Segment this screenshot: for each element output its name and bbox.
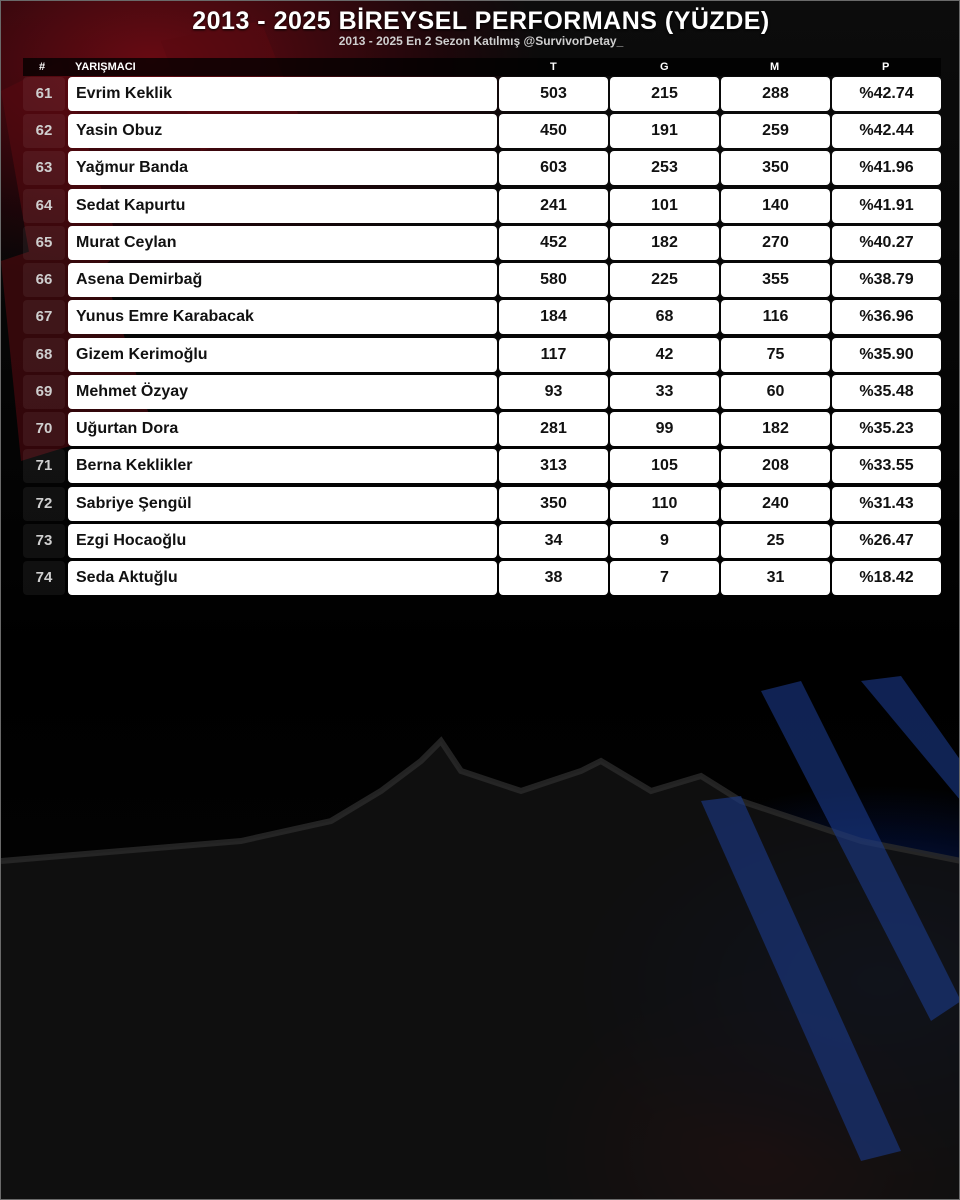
t-cell: 281	[499, 412, 608, 446]
name-cell: Evrim Keklik	[68, 77, 497, 111]
m-cell: 355	[721, 263, 830, 297]
name-cell: Gizem Kerimoğlu	[68, 338, 497, 372]
name-cell: Sedat Kapurtu	[68, 189, 497, 223]
name-cell: Seda Aktuğlu	[68, 561, 497, 595]
p-cell: %36.96	[832, 300, 941, 334]
m-cell: 60	[721, 375, 830, 409]
name-cell: Murat Ceylan	[68, 226, 497, 260]
t-cell: 241	[499, 189, 608, 223]
t-cell: 34	[499, 524, 608, 558]
rank-cell: 65	[23, 226, 65, 260]
g-cell: 225	[610, 263, 719, 297]
rank-cell: 74	[23, 561, 65, 595]
name-cell: Ezgi Hocaoğlu	[68, 524, 497, 558]
g-cell: 191	[610, 114, 719, 148]
table-row	[23, 263, 941, 297]
m-cell: 182	[721, 412, 830, 446]
p-cell: %33.55	[832, 449, 941, 483]
rank-cell: 69	[23, 375, 65, 409]
p-cell: %40.27	[832, 226, 941, 260]
name-cell: Yağmur Banda	[68, 151, 497, 185]
g-cell: 105	[610, 449, 719, 483]
m-cell: 25	[721, 524, 830, 558]
table-row	[23, 114, 941, 148]
rank-cell: 72	[23, 487, 65, 521]
g-cell: 253	[610, 151, 719, 185]
page-subtitle: 2013 - 2025 En 2 Sezon Katılmış @SurvivorDetay_	[338, 34, 624, 48]
header-m: M	[770, 61, 780, 73]
g-cell: 33	[610, 375, 719, 409]
m-cell: 270	[721, 226, 830, 260]
table-row	[23, 151, 941, 185]
name-cell: Mehmet Özyay	[68, 375, 497, 409]
p-cell: %42.74	[832, 77, 941, 111]
table-row	[23, 487, 941, 521]
t-cell: 503	[499, 77, 608, 111]
rank-cell: 67	[23, 300, 65, 334]
header-g: G	[660, 61, 669, 73]
table-row	[23, 226, 941, 260]
t-cell: 350	[499, 487, 608, 521]
t-cell: 603	[499, 151, 608, 185]
p-cell: %41.96	[832, 151, 941, 185]
t-cell: 184	[499, 300, 608, 334]
g-cell: 99	[610, 412, 719, 446]
t-cell: 117	[499, 338, 608, 372]
p-cell: %35.23	[832, 412, 941, 446]
g-cell: 7	[610, 561, 719, 595]
p-cell: %26.47	[832, 524, 941, 558]
table-row	[23, 524, 941, 558]
rank-cell: 73	[23, 524, 65, 558]
t-cell: 313	[499, 449, 608, 483]
g-cell: 110	[610, 487, 719, 521]
m-cell: 116	[721, 300, 830, 334]
name-cell: Uğurtan Dora	[68, 412, 497, 446]
rank-cell: 62	[23, 114, 65, 148]
m-cell: 31	[721, 561, 830, 595]
header-p: P	[882, 61, 890, 73]
rank-cell: 61	[23, 77, 65, 111]
p-cell: %18.42	[832, 561, 941, 595]
rank-cell: 64	[23, 189, 65, 223]
p-cell: %42.44	[832, 114, 941, 148]
table-row	[23, 375, 941, 409]
g-cell: 101	[610, 189, 719, 223]
header-t: T	[550, 61, 557, 73]
t-cell: 580	[499, 263, 608, 297]
g-cell: 182	[610, 226, 719, 260]
rank-cell: 68	[23, 338, 65, 372]
m-cell: 208	[721, 449, 830, 483]
name-cell: Yunus Emre Karabacak	[68, 300, 497, 334]
table-row	[23, 561, 941, 595]
m-cell: 288	[721, 77, 830, 111]
name-cell: Sabriye Şengül	[68, 487, 497, 521]
g-cell: 68	[610, 300, 719, 334]
table-row	[23, 300, 941, 334]
table-row	[23, 449, 941, 483]
name-cell: Yasin Obuz	[68, 114, 497, 148]
table-row	[23, 412, 941, 446]
m-cell: 140	[721, 189, 830, 223]
name-cell: Asena Demirbağ	[68, 263, 497, 297]
t-cell: 38	[499, 561, 608, 595]
p-cell: %31.43	[832, 487, 941, 521]
p-cell: %35.90	[832, 338, 941, 372]
rank-cell: 71	[23, 449, 65, 483]
p-cell: %38.79	[832, 263, 941, 297]
g-cell: 9	[610, 524, 719, 558]
t-cell: 450	[499, 114, 608, 148]
rank-cell: 66	[23, 263, 65, 297]
name-cell: Berna Keklikler	[68, 449, 497, 483]
m-cell: 350	[721, 151, 830, 185]
g-cell: 215	[610, 77, 719, 111]
table-row	[23, 338, 941, 372]
table-row	[23, 77, 941, 111]
p-cell: %35.48	[832, 375, 941, 409]
page-title: 2013 - 2025 BİREYSEL PERFORMANS (YÜZDE)	[192, 7, 770, 35]
header-name: YARIŞMACI	[75, 61, 136, 73]
m-cell: 240	[721, 487, 830, 521]
t-cell: 93	[499, 375, 608, 409]
g-cell: 42	[610, 338, 719, 372]
p-cell: %41.91	[832, 189, 941, 223]
table-header	[23, 58, 941, 76]
table-row	[23, 189, 941, 223]
rank-cell: 70	[23, 412, 65, 446]
m-cell: 259	[721, 114, 830, 148]
m-cell: 75	[721, 338, 830, 372]
header-rank: #	[39, 61, 46, 73]
rank-cell: 63	[23, 151, 65, 185]
t-cell: 452	[499, 226, 608, 260]
